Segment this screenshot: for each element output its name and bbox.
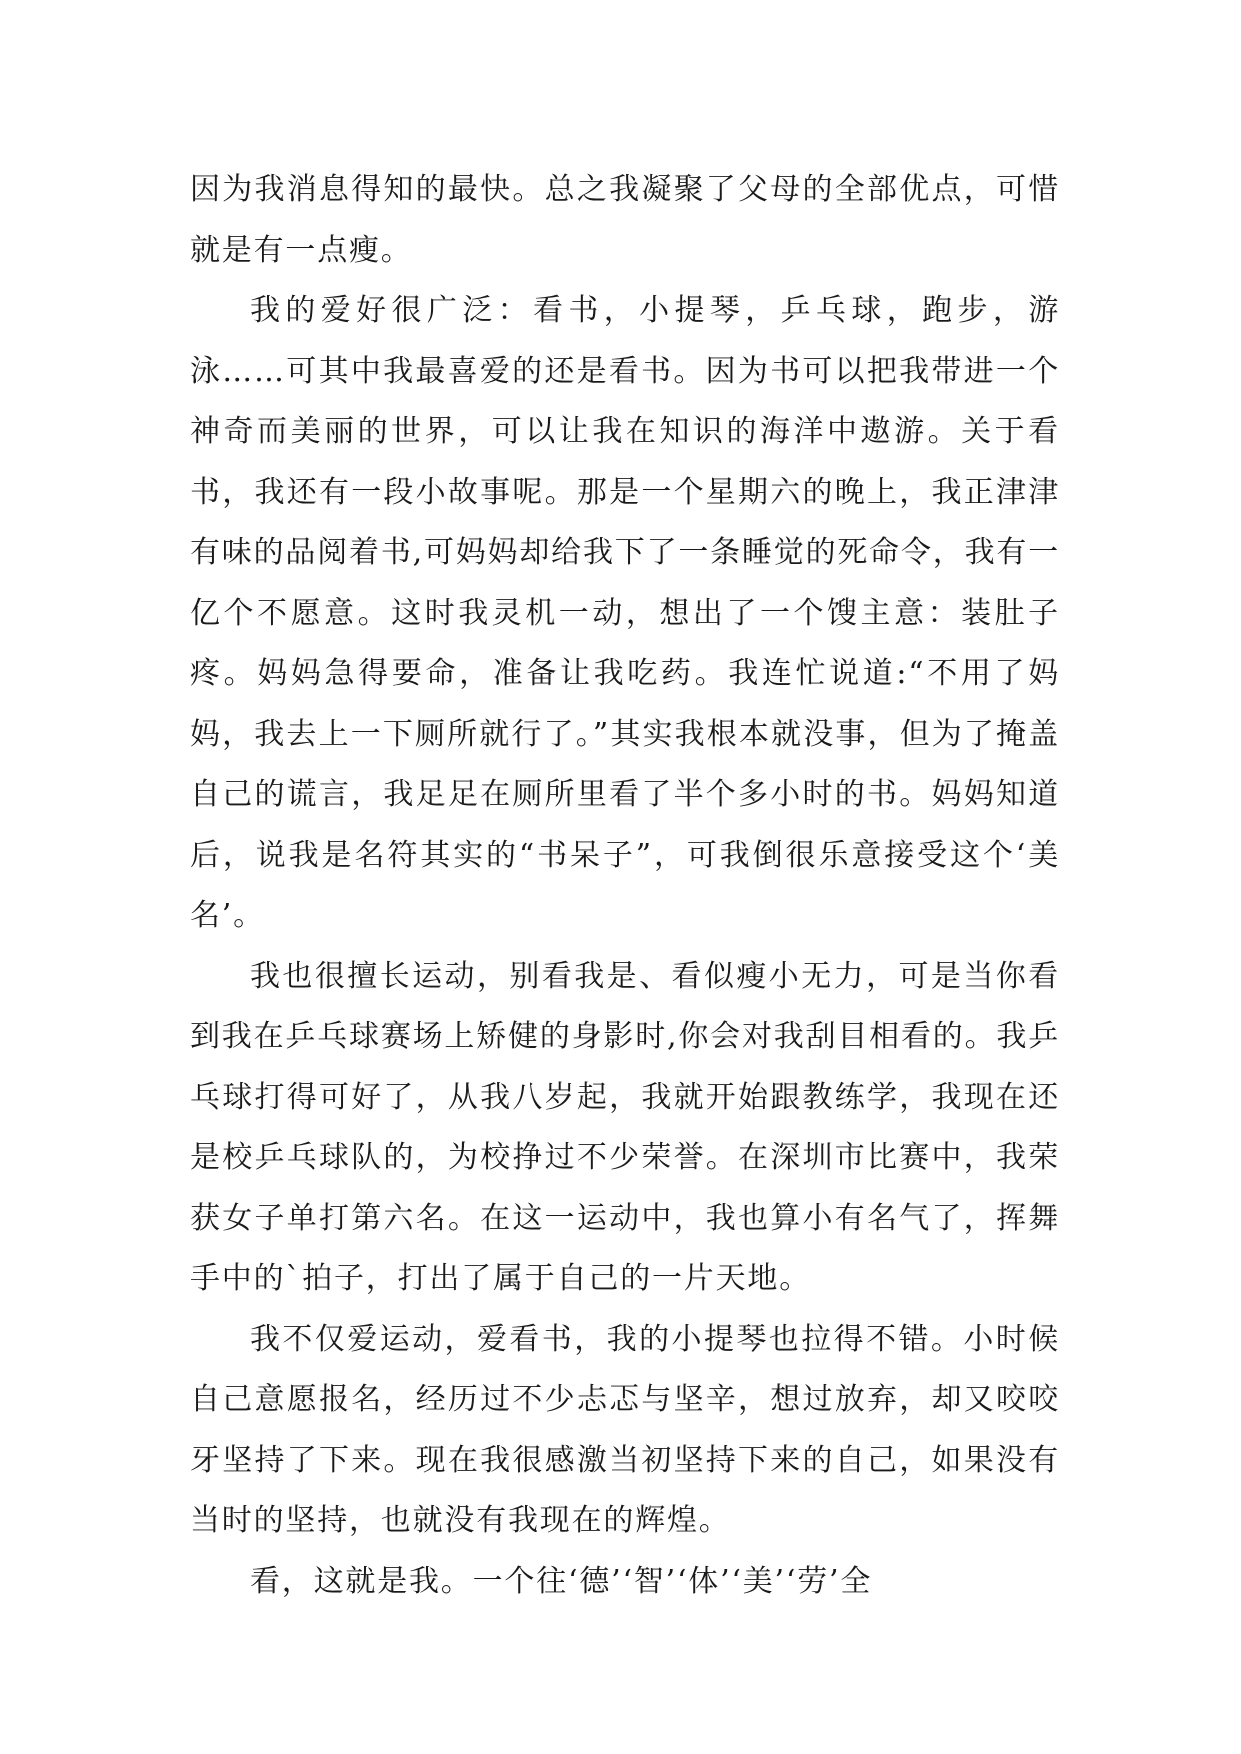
document-body: [190, 160, 1060, 1612]
paragraph-5: 看，这就是我。一个往‘德’‘智’‘体’‘美’‘劳’全: [250, 1563, 873, 1599]
paragraph-4: 我不仅爱运动，爱看书，我的小提琴也拉得不错。小时候自己意愿报名，经历过不少忐忑与坚辛，想过放弃，却又咬咬牙坚持了下来。现在我很感激当初坚持下来的自己，如果没有当时的坚持，也就没有我现在的辉煌。: [190, 1321, 1060, 1538]
paragraph-3: 我也很擅长运动，别看我是、看似瘦小无力，可是当你看到我在乒乓球赛场上矫健的身影时,你会对我刮目相看的。我乒乓球打得可好了，从我八岁起，我就开始跟教练学，我现在还是校乒乓球队的，为校挣过不少荣誉。在深圳市比赛中，我荣获女子单打第六名。在这一运动中，我也算小有名气了，挥舞手中的`拍子，打出了属于自己的一片天地。: [190, 958, 1060, 1296]
paragraph-1: 因为我消息得知的最快。总之我凝聚了父母的全部优点，可惜就是有一点瘦。: [190, 172, 1060, 268]
paragraph-2: 我的爱好很广泛：看书，小提琴，乒乓球，跑步，游泳……可其中我最喜爱的还是看书。因为书可以把我带进一个神奇而美丽的世界，可以让我在知识的海洋中遨游。关于看书，我还有一段小故事呢。那是一个星期六的晚上，我正津津有味的品阅着书,可妈妈却给我下了一条睡觉的死命令，我有一亿个不愿意。这时我灵机一动，想出了一个馊主意：装肚子疼。妈妈急得要命，准备让我吃药。我连忙说道:“不用了妈妈，我去上一下厕所就行了。”其实我根本就没事，但为了掩盖自己的谎言，我足足在厕所里看了半个多小时的书。妈妈知道后，说我是名符其实的“书呆子”，可我倒很乐意接受这个‘美名’。: [190, 293, 1060, 933]
